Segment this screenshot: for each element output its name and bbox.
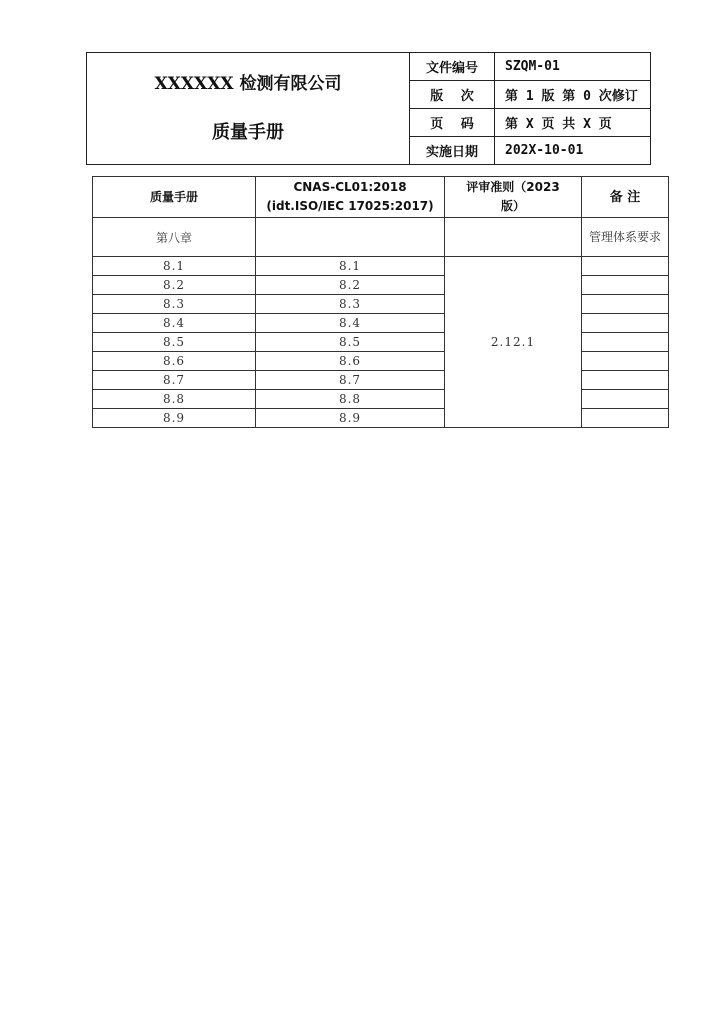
table-row [93,352,669,371]
manual-section-cell: 8.7 [93,371,256,390]
chapter-cell: 第八章 [93,218,256,257]
manual-section-cell: 8.9 [93,409,256,428]
table-header-row [93,177,669,218]
header-title-block [87,53,410,164]
header-label: 文件编号 [410,53,495,80]
note-cell [582,257,669,276]
column-header-criteria: 评审准则（2023 版） [445,177,582,218]
company-name: XXXXXX 检测有限公司 [154,74,342,94]
manual-section-cell: 8.6 [93,352,256,371]
note-cell [582,352,669,371]
cnas-section-cell: 8.4 [256,314,445,333]
header-value: 第 1 版 第 0 次修订 [505,89,638,104]
manual-section-cell: 8.2 [93,276,256,295]
header-value: 202X-10-01 [505,143,584,158]
chapter-criteria-cell [445,218,582,257]
note-cell [582,333,669,352]
note-cell [582,295,669,314]
manual-section-cell: 8.4 [93,314,256,333]
header-row-edition [410,81,650,109]
header-label: 实施日期 [410,137,495,164]
document-header [86,52,651,165]
manual-section-cell: 8.5 [93,333,256,352]
header-row-date [410,137,650,164]
chapter-cnas-cell [256,218,445,257]
criteria-merged-cell: 2.12.1 [445,257,582,428]
cross-reference-table [92,176,669,428]
table-row [93,333,669,352]
header-row-doc-number [410,53,650,81]
chapter-note-cell: 管理体系要求 [582,218,669,257]
table-row [93,257,669,276]
cnas-section-cell: 8.9 [256,409,445,428]
note-cell [582,371,669,390]
column-header-note: 备 注 [582,177,669,218]
table-row [93,390,669,409]
table-row-chapter [93,218,669,257]
cnas-section-cell: 8.8 [256,390,445,409]
table-row [93,371,669,390]
manual-section-cell: 8.1 [93,257,256,276]
cnas-section-cell: 8.3 [256,295,445,314]
header-info-block [410,53,650,164]
cnas-section-cell: 8.2 [256,276,445,295]
table-row [93,314,669,333]
column-header-cnas: CNAS-CL01:2018 (idt.ISO/IEC 17025:2017) [256,177,445,218]
column-header-manual: 质量手册 [93,177,256,218]
manual-title: 质量手册 [212,122,284,143]
cnas-section-cell: 8.6 [256,352,445,371]
header-row-page [410,109,650,137]
manual-section-cell: 8.8 [93,390,256,409]
table-row [93,295,669,314]
table-row [93,409,669,428]
note-cell [582,276,669,295]
cnas-section-cell: 8.5 [256,333,445,352]
note-cell [582,314,669,333]
header-label: 版 次 [410,81,495,108]
note-cell [582,409,669,428]
table-row [93,276,669,295]
note-cell [582,390,669,409]
cnas-section-cell: 8.1 [256,257,445,276]
header-value: 第 X 页 共 X 页 [505,117,612,132]
cnas-section-cell: 8.7 [256,371,445,390]
manual-section-cell: 8.3 [93,295,256,314]
header-value: SZQM-01 [505,59,560,74]
header-label: 页 码 [410,109,495,136]
